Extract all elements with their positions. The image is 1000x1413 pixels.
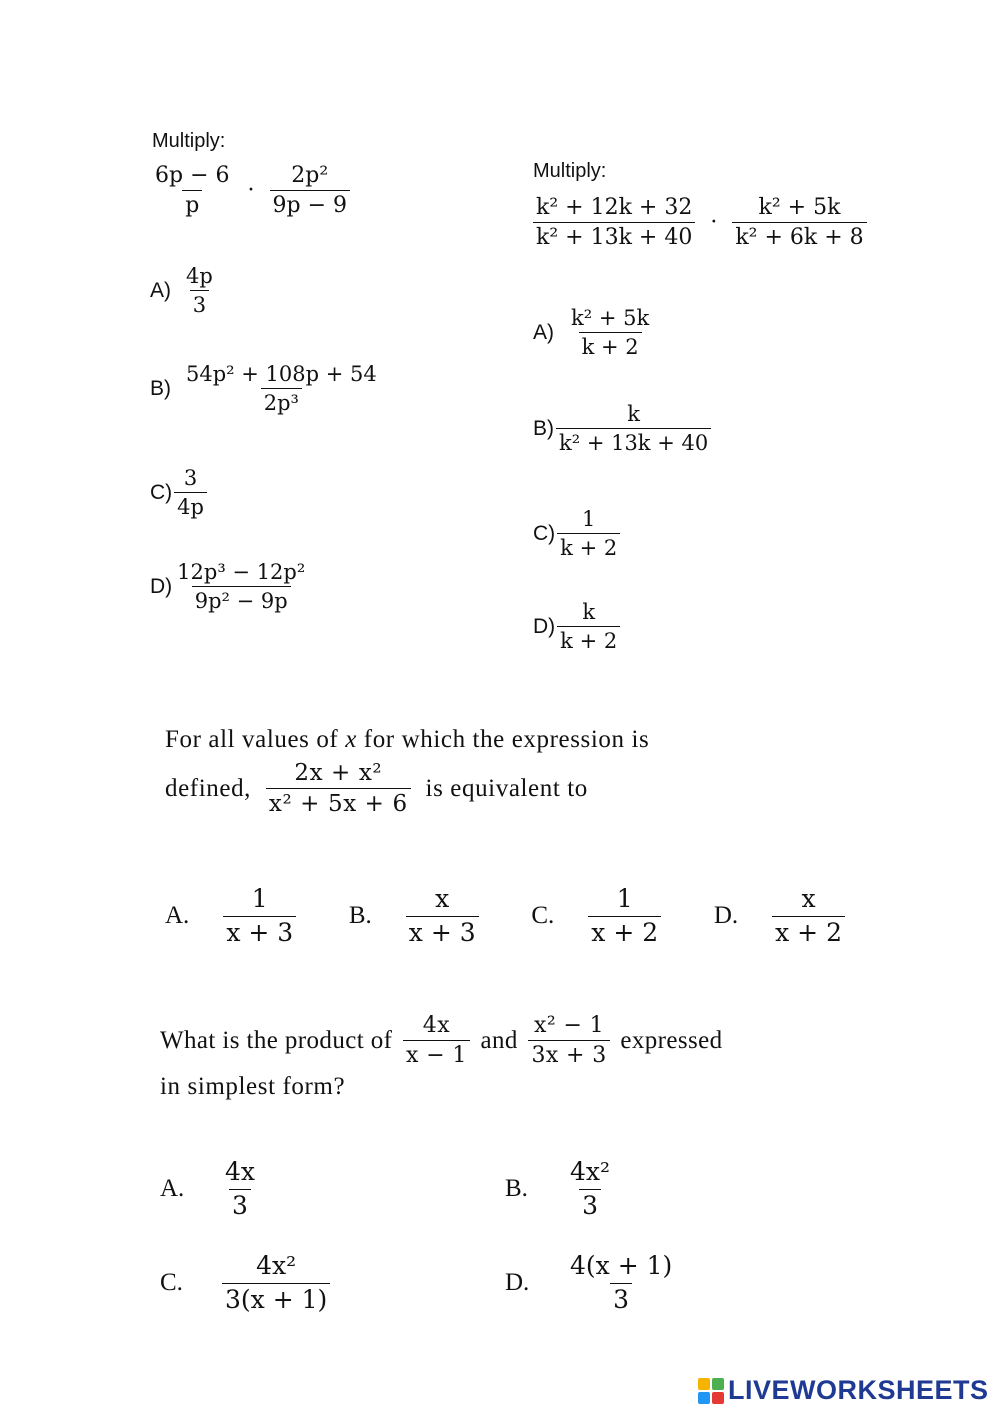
option-fraction [568, 306, 652, 359]
problem2-heading: Multiply: [533, 160, 607, 182]
option-label: B) [533, 416, 554, 440]
fraction-denominator: x − 1 [403, 1040, 470, 1068]
option-fraction [406, 885, 479, 948]
option-label: D. [505, 1269, 530, 1297]
problem3-expression [266, 760, 411, 818]
logo-square [698, 1392, 710, 1404]
problem1-option-a[interactable] [150, 264, 216, 317]
fraction-denominator: k² + 13k + 40 [533, 222, 695, 250]
fraction-denominator: 3(x + 1) [222, 1283, 330, 1315]
fraction-denominator: 9p − 9 [270, 190, 351, 218]
fraction-denominator: k + 2 [579, 332, 642, 359]
problem2-expression [533, 195, 867, 251]
option-fraction [222, 1158, 258, 1221]
fraction-numerator: 4p [186, 264, 213, 288]
option-fraction [223, 885, 296, 948]
fraction-denominator: k² + 13k + 40 [556, 428, 711, 455]
multiply-operator: · [247, 178, 255, 204]
fraction-numerator: 4(x + 1) [570, 1251, 673, 1280]
fraction-numerator: 2x + x² [294, 760, 383, 786]
prompt-text: For all values of [165, 726, 346, 753]
fraction-denominator: 3 [229, 1189, 251, 1221]
option-label: A) [150, 278, 171, 302]
problem4-option-d[interactable] [505, 1252, 675, 1315]
option-label: C. [531, 902, 555, 930]
problem1-expression [152, 163, 350, 219]
problem3-option-d[interactable] [714, 885, 845, 948]
option-label: A. [165, 902, 190, 930]
liveworksheets-logo-icon [698, 1378, 724, 1404]
fraction-numerator: 1 [616, 884, 633, 913]
problem4-option-b[interactable] [505, 1158, 613, 1221]
option-fraction [183, 362, 380, 415]
option-fraction [174, 560, 308, 613]
option-label: B. [348, 902, 372, 930]
problem1-left-fraction [152, 163, 233, 219]
fraction-denominator: k + 2 [557, 626, 620, 653]
option-fraction [567, 1158, 613, 1221]
problem2-left-fraction [533, 195, 695, 251]
fraction-numerator: x [801, 884, 816, 913]
fraction-numerator: k² + 5k [571, 306, 650, 330]
problem4-prompt-line1 [160, 1013, 723, 1069]
fraction-denominator: 3 [190, 290, 209, 317]
prompt-text: and [473, 1026, 525, 1054]
problem1-heading: Multiply: [152, 130, 226, 152]
fraction-numerator: 4x² [570, 1157, 611, 1186]
fraction-denominator: x + 3 [223, 916, 296, 948]
liveworksheets-logo[interactable] [698, 1375, 989, 1406]
logo-square [712, 1378, 724, 1390]
problem4-first-fraction [403, 1013, 470, 1069]
logo-text: LIVEWORKSHEETS [728, 1375, 989, 1405]
fraction-denominator: 9p² − 9p [192, 586, 291, 613]
problem4-prompt-line2: in simplest form? [160, 1073, 346, 1100]
option-label: D) [533, 614, 556, 638]
fraction-denominator: 3 [579, 1189, 601, 1221]
option-fraction [772, 885, 845, 948]
fraction-numerator: k² + 5k [758, 195, 841, 220]
option-label: D) [150, 574, 173, 598]
fraction-numerator: 2p² [291, 163, 329, 188]
multiply-operator: · [710, 210, 718, 236]
problem2-option-a[interactable] [533, 306, 652, 359]
fraction-numerator: 4x [422, 1013, 451, 1038]
option-fraction [567, 1252, 675, 1315]
fraction-numerator: 1 [251, 884, 268, 913]
fraction-numerator: k [582, 600, 596, 624]
option-label: B) [150, 376, 171, 400]
fraction-numerator: x² − 1 [534, 1013, 605, 1038]
prompt-text: expressed [613, 1026, 723, 1054]
prompt-text: What is the product of [160, 1026, 399, 1054]
variable-x: x [345, 726, 357, 753]
option-label: D. [713, 902, 739, 930]
problem3-option-a[interactable] [165, 885, 296, 948]
fraction-numerator: 4x [225, 1157, 256, 1186]
option-label: A. [160, 1175, 185, 1203]
problem1-option-d[interactable] [150, 560, 308, 613]
fraction-numerator: 54p² + 108p + 54 [186, 362, 377, 386]
fraction-numerator: 12p³ − 12p² [177, 560, 306, 584]
problem4-option-c[interactable] [160, 1252, 330, 1315]
prompt-text: is equivalent to [418, 774, 588, 802]
problem3-option-b[interactable] [349, 885, 479, 948]
fraction-numerator: 3 [183, 466, 198, 490]
fraction-denominator: 4p [174, 492, 207, 519]
prompt-text: for which the expression is [356, 726, 650, 753]
problem2-right-fraction [732, 195, 866, 251]
fraction-numerator: 6p − 6 [155, 163, 230, 188]
fraction-numerator: 1 [582, 507, 596, 531]
fraction-denominator: 2p³ [261, 388, 302, 415]
fraction-denominator: k² + 6k + 8 [732, 222, 866, 250]
logo-square [698, 1378, 710, 1390]
option-label: B. [505, 1175, 528, 1203]
problem3-prompt-line1 [165, 726, 649, 754]
option-fraction [222, 1252, 330, 1315]
option-label: C) [150, 480, 173, 504]
fraction-denominator: k + 2 [557, 533, 620, 560]
fraction-denominator: x² + 5x + 6 [266, 788, 411, 817]
option-fraction [588, 885, 661, 948]
problem3-choices [165, 885, 845, 948]
option-fraction [557, 600, 620, 653]
option-label: C. [160, 1269, 183, 1297]
logo-square [712, 1392, 724, 1404]
problem1-option-c[interactable] [150, 466, 207, 519]
problem2-option-b[interactable] [533, 402, 711, 455]
problem4-option-a[interactable] [160, 1158, 258, 1221]
option-fraction [556, 402, 711, 455]
fraction-numerator: x [435, 884, 450, 913]
option-label: A) [533, 320, 554, 344]
option-fraction [557, 507, 620, 560]
option-fraction [183, 264, 216, 317]
problem1-option-b[interactable] [150, 362, 380, 415]
fraction-denominator: 3 [610, 1283, 632, 1315]
problem3-option-c[interactable] [531, 885, 661, 948]
problem1-right-fraction [270, 163, 351, 219]
fraction-denominator: 3x + 3 [528, 1040, 609, 1068]
fraction-numerator: k² + 12k + 32 [536, 195, 693, 220]
fraction-denominator: x + 2 [588, 916, 661, 948]
problem2-option-c[interactable] [533, 507, 620, 560]
fraction-numerator: 4x² [256, 1251, 297, 1280]
problem2-option-d[interactable] [533, 600, 620, 653]
problem3-prompt-line2 [165, 760, 588, 818]
prompt-text: defined, [165, 774, 258, 802]
problem4-second-fraction [528, 1013, 609, 1069]
fraction-denominator: x + 2 [772, 916, 845, 948]
option-label: C) [533, 521, 556, 545]
option-fraction [174, 466, 207, 519]
fraction-numerator: k [627, 402, 640, 426]
fraction-denominator: x + 3 [406, 916, 479, 948]
fraction-denominator: p [182, 190, 202, 218]
